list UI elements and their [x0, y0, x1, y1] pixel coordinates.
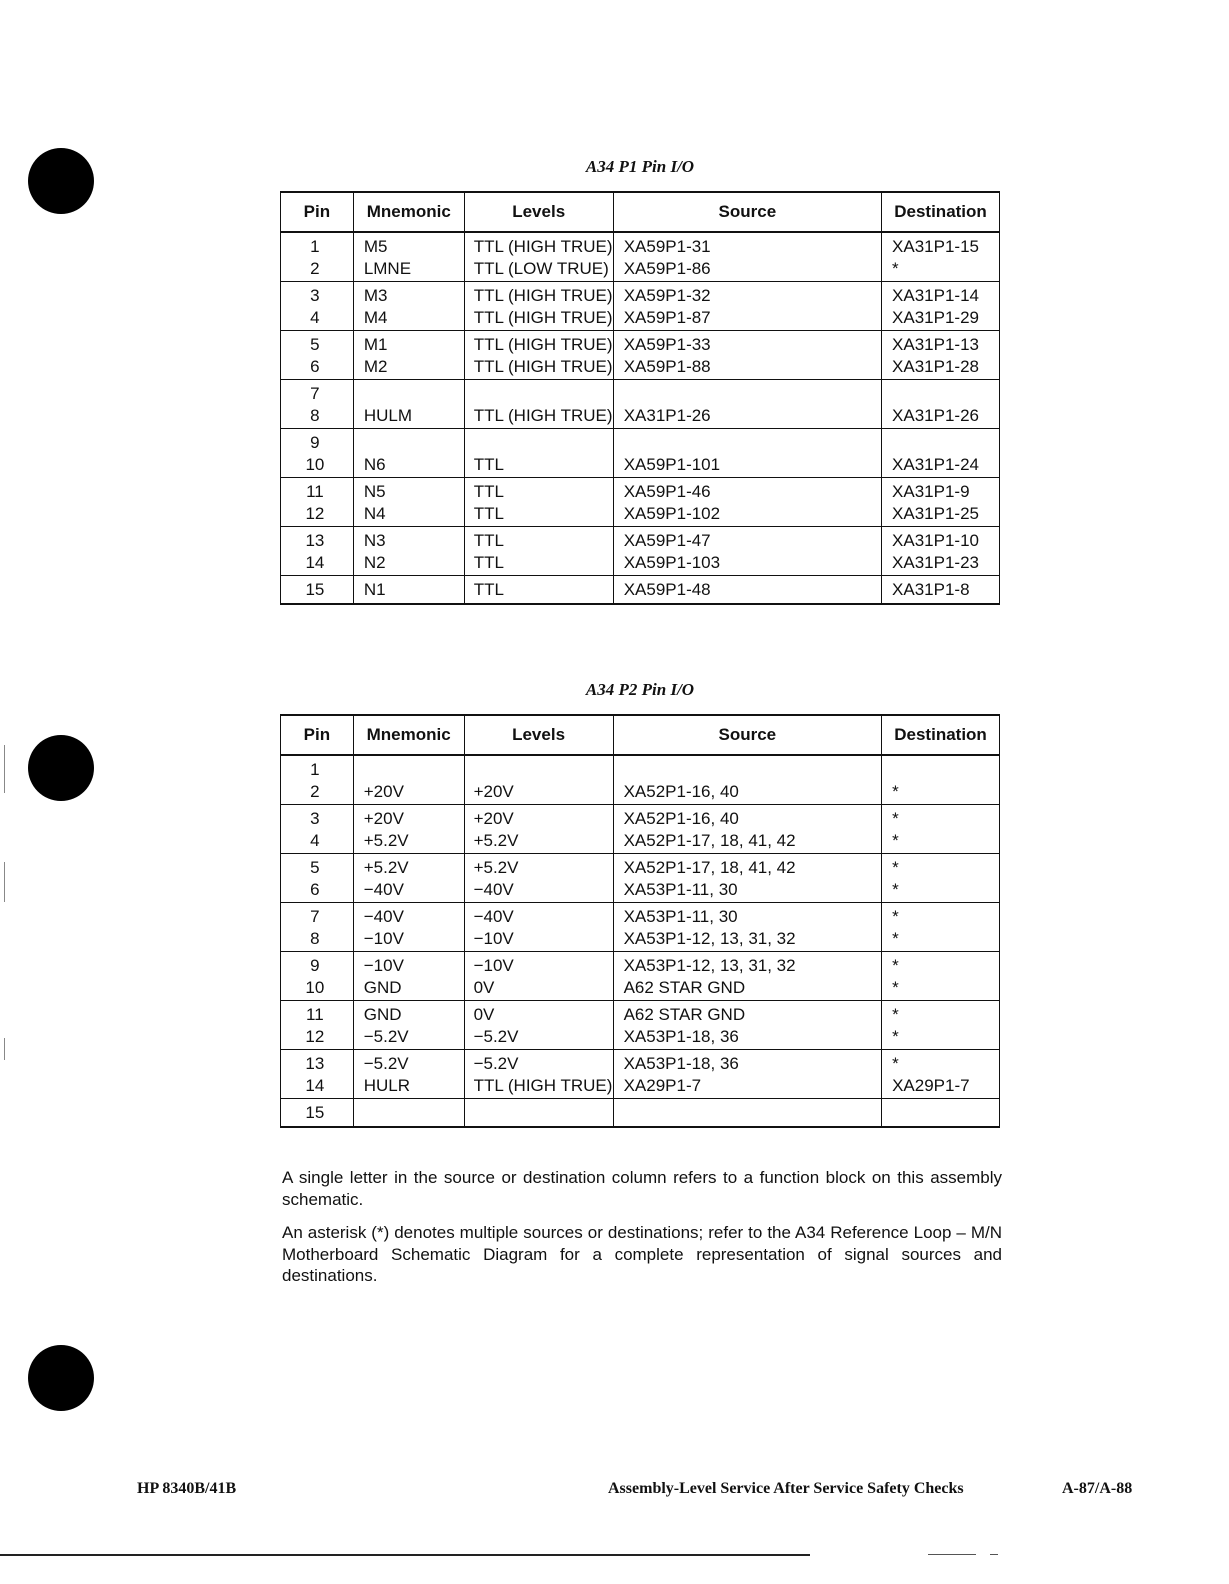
pin-cell	[281, 805, 354, 854]
destination-cell-line: XA31P1-15	[892, 237, 979, 256]
source-cell-line: XA59P1-103	[623, 552, 721, 572]
source-cell-line: XA59P1-87	[623, 307, 711, 327]
levels-cell	[464, 805, 613, 854]
destination-cell	[882, 1099, 1000, 1127]
source-cell-line	[614, 432, 881, 454]
mnemonic-cell	[353, 527, 464, 576]
pin-cell-line: 6	[310, 356, 320, 376]
footer-section-title: Assembly-Level Service After Service Safety Checks	[608, 1480, 964, 1497]
levels-cell-line: TTL (LOW TRUE)	[473, 258, 609, 278]
mnemonic-cell	[353, 1050, 464, 1099]
source-cell	[613, 527, 881, 576]
source-cell-line: XA59P1-47	[623, 531, 711, 550]
scan-edge-mark	[4, 745, 5, 793]
pin-io-table-p2	[280, 714, 1000, 1128]
levels-cell-line: TTL	[473, 531, 504, 550]
bottom-rule-fragment	[990, 1554, 998, 1555]
source-cell-line: XA29P1-7	[623, 1075, 702, 1095]
table-caption-p1: A34 P1 Pin I/O	[585, 157, 695, 176]
pin-cell-line: 4	[310, 307, 320, 327]
destination-cell	[882, 854, 1000, 903]
destination-cell-line: XA31P1-8	[892, 580, 970, 599]
note-asterisk: An asterisk (*) denotes multiple sources or destinations; refer to the A34 Reference Loop – M/N Motherboard Schematic Diagram for a complete representation of signal sources and destinations.	[282, 1223, 1002, 1285]
destination-cell-line: XA31P1-26	[892, 405, 979, 425]
mnemonic-cell-line: M3	[363, 286, 388, 305]
levels-cell-line: TTL (HIGH TRUE)	[473, 356, 613, 376]
levels-cell	[464, 527, 613, 576]
levels-cell-line: TTL (HIGH TRUE)	[473, 335, 613, 354]
mnemonic-cell-line: M4	[363, 307, 388, 327]
binder-hole-top	[28, 148, 94, 214]
pin-cell	[281, 854, 354, 903]
source-cell-line: XA53P1-18, 36	[623, 1054, 739, 1073]
source-cell	[613, 478, 881, 527]
destination-cell	[882, 1050, 1000, 1099]
mnemonic-cell-line: N3	[363, 531, 386, 550]
bottom-rule-fragment	[928, 1554, 976, 1555]
pin-cell	[281, 1050, 354, 1099]
source-cell	[613, 805, 882, 854]
levels-cell-line: TTL	[473, 454, 504, 474]
table-row	[281, 282, 1000, 331]
destination-cell-line	[882, 432, 999, 454]
mnemonic-cell-line: N5	[363, 482, 386, 501]
destination-cell-line: *	[892, 928, 899, 948]
pin-cell-line: 10	[305, 454, 325, 474]
col-header-mnemonic: Mnemonic	[353, 192, 464, 232]
pin-cell-line: 3	[310, 286, 320, 305]
levels-cell-line: TTL (HIGH TRUE)	[473, 237, 613, 256]
pin-cell-line: 13	[305, 531, 325, 550]
mnemonic-cell-line: +20V	[363, 809, 404, 828]
levels-cell-line: TTL (HIGH TRUE)	[473, 1075, 613, 1095]
destination-cell-line	[882, 759, 999, 781]
levels-cell	[464, 1099, 613, 1127]
source-cell-line	[614, 759, 882, 781]
destination-cell	[882, 1001, 1000, 1050]
pin-cell-line: 12	[305, 1026, 325, 1046]
destination-cell-line: XA31P1-14	[892, 286, 979, 305]
pin-cell	[281, 1001, 354, 1050]
source-cell	[613, 952, 882, 1001]
levels-cell-line: +5.2V	[473, 858, 519, 877]
pin-cell-line: 14	[305, 552, 325, 572]
levels-cell	[464, 1001, 613, 1050]
pin-cell	[281, 952, 354, 1001]
levels-cell-line: TTL (HIGH TRUE)	[473, 307, 613, 327]
mnemonic-cell-line: GND	[363, 977, 402, 997]
destination-cell-line: XA31P1-9	[892, 482, 970, 501]
destination-cell-line: XA31P1-28	[892, 356, 979, 376]
table-row	[281, 478, 1000, 527]
table-row	[281, 527, 1000, 576]
levels-cell-line: TTL	[473, 580, 504, 599]
mnemonic-cell	[353, 1099, 464, 1127]
col-header-pin: Pin	[281, 192, 354, 232]
mnemonic-cell	[353, 232, 464, 282]
levels-cell	[464, 1050, 613, 1099]
destination-cell-line: XA31P1-25	[892, 503, 979, 523]
pin-cell	[281, 903, 354, 952]
mnemonic-cell-line: +5.2V	[363, 830, 409, 850]
pin-cell-line: 1	[310, 237, 320, 256]
pin-cell-line: 10	[305, 977, 325, 997]
source-cell-line: XA52P1-17, 18, 41, 42	[623, 858, 796, 877]
mnemonic-cell-line: M1	[363, 335, 388, 354]
pin-cell	[281, 282, 354, 331]
source-cell	[613, 903, 882, 952]
mnemonic-cell-line: M2	[363, 356, 388, 376]
pin-cell	[281, 429, 354, 478]
pin-cell-line: 4	[310, 830, 320, 850]
source-cell	[613, 1099, 882, 1127]
mnemonic-cell	[353, 478, 464, 527]
source-cell-line: XA59P1-86	[623, 258, 711, 278]
destination-cell	[882, 282, 1000, 331]
destination-cell-line: XA31P1-10	[892, 531, 979, 550]
mnemonic-cell-line	[354, 383, 464, 405]
levels-cell-line	[465, 383, 613, 405]
pin-cell-line: 5	[310, 858, 320, 877]
col-header-source: Source	[613, 715, 882, 755]
destination-cell-line: XA31P1-24	[892, 454, 979, 474]
source-cell-line: XA59P1-33	[623, 335, 711, 354]
source-cell	[613, 380, 881, 429]
table-row	[281, 1050, 1000, 1099]
footer-page-number: A-87/A-88	[1062, 1480, 1133, 1497]
destination-cell-line: *	[892, 1054, 899, 1073]
levels-cell-line	[465, 1102, 613, 1124]
source-cell	[613, 331, 881, 380]
levels-cell-line: 0V	[473, 1005, 495, 1024]
source-cell-line: A62 STAR GND	[623, 1005, 746, 1024]
levels-cell-line: −40V	[473, 879, 514, 899]
mnemonic-cell	[353, 380, 464, 429]
source-cell	[613, 232, 881, 282]
mnemonic-cell	[353, 429, 464, 478]
source-cell-line	[614, 383, 881, 405]
table-row	[281, 1099, 1000, 1127]
destination-cell	[882, 576, 1000, 604]
mnemonic-cell	[353, 282, 464, 331]
destination-cell	[882, 331, 1000, 380]
binder-hole-bottom	[28, 1345, 94, 1411]
pin-cell-line: 1	[310, 760, 320, 779]
mnemonic-cell-line: +20V	[363, 781, 404, 801]
col-header-levels: Levels	[464, 192, 613, 232]
destination-cell	[882, 478, 1000, 527]
source-cell-line: XA59P1-101	[623, 454, 721, 474]
mnemonic-cell-line	[354, 1102, 464, 1124]
mnemonic-cell-line: −5.2V	[363, 1054, 409, 1073]
pin-cell-line: 11	[306, 1005, 324, 1024]
levels-cell	[464, 952, 613, 1001]
pin-cell-line: 9	[310, 433, 320, 452]
levels-cell-line	[465, 759, 613, 781]
source-cell-line: XA52P1-16, 40	[623, 809, 739, 828]
source-cell	[613, 576, 881, 604]
source-cell-line: XA53P1-12, 13, 31, 32	[623, 956, 796, 975]
mnemonic-cell	[353, 952, 464, 1001]
table-row	[281, 952, 1000, 1001]
pin-cell	[281, 331, 354, 380]
destination-cell-line: *	[892, 1005, 899, 1024]
source-cell-line: XA53P1-11, 30	[623, 907, 738, 926]
source-cell-line: XA59P1-46	[623, 482, 711, 501]
destination-cell-line: *	[892, 956, 899, 975]
mnemonic-cell-line: N4	[363, 503, 386, 523]
destination-cell	[882, 429, 1000, 478]
levels-cell	[464, 331, 613, 380]
scan-edge-mark	[4, 1038, 5, 1060]
levels-cell	[464, 903, 613, 952]
table-row	[281, 805, 1000, 854]
pin-cell-line: 7	[310, 907, 320, 926]
table-header-row	[281, 715, 1000, 755]
levels-cell	[464, 576, 613, 604]
pin-cell-line: 14	[305, 1075, 325, 1095]
mnemonic-cell-line: −5.2V	[363, 1026, 409, 1046]
mnemonic-cell	[353, 576, 464, 604]
table-row	[281, 1001, 1000, 1050]
pin-cell-line: 8	[310, 405, 320, 425]
source-cell-line: XA52P1-16, 40	[623, 781, 739, 801]
levels-cell-line: −40V	[473, 907, 514, 926]
source-cell-line: XA53P1-18, 36	[623, 1026, 739, 1046]
pin-cell-line: 7	[310, 384, 320, 403]
destination-cell	[882, 952, 1000, 1001]
levels-cell	[464, 478, 613, 527]
destination-cell	[882, 903, 1000, 952]
destination-cell-line: *	[892, 1026, 899, 1046]
mnemonic-cell-line: LMNE	[363, 258, 412, 278]
source-cell	[613, 429, 881, 478]
destination-cell	[882, 232, 1000, 282]
pin-cell-line: 13	[305, 1054, 325, 1073]
levels-cell-line: TTL	[473, 482, 504, 501]
source-cell-line: A62 STAR GND	[623, 977, 746, 997]
note-function-block: A single letter in the source or destination column refers to a function block on this assembly schematic.	[282, 1168, 1002, 1209]
destination-cell-line: XA29P1-7	[892, 1075, 970, 1095]
col-header-pin: Pin	[281, 715, 354, 755]
mnemonic-cell-line: HULR	[363, 1075, 411, 1095]
source-cell-line: XA52P1-17, 18, 41, 42	[623, 830, 796, 850]
source-cell-line: XA31P1-26	[623, 405, 711, 425]
destination-cell-line: *	[892, 781, 899, 801]
mnemonic-cell-line: −10V	[363, 956, 404, 975]
levels-cell-line: +20V	[473, 809, 514, 828]
destination-cell-line: *	[892, 907, 899, 926]
levels-cell-line: −10V	[473, 928, 514, 948]
destination-cell-line	[882, 1102, 999, 1124]
table-row	[281, 903, 1000, 952]
pin-cell	[281, 380, 354, 429]
scan-edge-mark	[4, 862, 5, 902]
destination-cell-line: XA31P1-13	[892, 335, 979, 354]
mnemonic-cell-line: +5.2V	[363, 858, 409, 877]
col-header-mnemonic: Mnemonic	[353, 715, 464, 755]
source-cell	[613, 755, 882, 805]
destination-cell-line: *	[892, 809, 899, 828]
levels-cell	[464, 755, 613, 805]
levels-cell	[464, 232, 613, 282]
pin-cell	[281, 755, 354, 805]
levels-cell-line: TTL	[473, 503, 504, 523]
table-row	[281, 854, 1000, 903]
levels-cell-line: −5.2V	[473, 1054, 519, 1073]
destination-cell-line: XA31P1-29	[892, 307, 979, 327]
mnemonic-cell-line: −40V	[363, 879, 404, 899]
levels-cell-line: TTL (HIGH TRUE)	[473, 405, 613, 425]
levels-cell-line: −10V	[473, 956, 514, 975]
mnemonic-cell-line: GND	[363, 1005, 402, 1024]
levels-cell-line: 0V	[473, 977, 495, 997]
source-cell	[613, 282, 881, 331]
source-cell	[613, 1050, 882, 1099]
source-cell	[613, 1001, 882, 1050]
source-cell	[613, 854, 882, 903]
source-cell-line: XA59P1-102	[623, 503, 721, 523]
source-cell-line: XA59P1-31	[623, 237, 711, 256]
levels-cell-line: −5.2V	[473, 1026, 519, 1046]
source-cell-line: XA53P1-11, 30	[623, 879, 738, 899]
source-cell-line: XA59P1-32	[623, 286, 711, 305]
pin-cell-line: 3	[310, 809, 320, 828]
pin-cell-line: 6	[310, 879, 320, 899]
col-header-levels: Levels	[464, 715, 613, 755]
source-cell-line	[614, 1102, 882, 1124]
levels-cell-line: +20V	[473, 781, 514, 801]
pin-cell	[281, 576, 354, 604]
destination-cell	[882, 805, 1000, 854]
levels-cell-line	[465, 432, 613, 454]
levels-cell-line: +5.2V	[473, 830, 519, 850]
table-caption-p2: A34 P2 Pin I/O	[585, 680, 695, 699]
table-row	[281, 576, 1000, 604]
pin-cell	[281, 478, 354, 527]
mnemonic-cell	[353, 755, 464, 805]
levels-cell	[464, 282, 613, 331]
destination-cell-line	[882, 383, 999, 405]
footer-model: HP 8340B/41B	[137, 1480, 237, 1497]
binder-hole-middle	[28, 735, 94, 801]
destination-cell	[882, 527, 1000, 576]
source-cell-line: XA59P1-88	[623, 356, 711, 376]
source-cell-line: XA53P1-12, 13, 31, 32	[623, 928, 796, 948]
pin-cell	[281, 527, 354, 576]
destination-cell	[882, 755, 1000, 805]
mnemonic-cell-line: HULM	[363, 405, 412, 425]
mnemonic-cell	[353, 854, 464, 903]
col-header-destination: Destination	[882, 192, 1000, 232]
mnemonic-cell-line: −40V	[363, 907, 404, 926]
destination-cell	[882, 380, 1000, 429]
destination-cell-line: *	[892, 879, 899, 899]
col-header-destination: Destination	[882, 715, 1000, 755]
pin-cell-line: 15	[305, 580, 325, 599]
pin-cell-line: 8	[310, 928, 320, 948]
pin-cell-line: 2	[310, 258, 320, 278]
levels-cell	[464, 380, 613, 429]
table-header-row	[281, 192, 1000, 232]
pin-cell-line: 5	[310, 335, 320, 354]
mnemonic-cell-line: N1	[363, 580, 386, 599]
pin-cell-line: 15	[305, 1103, 325, 1122]
mnemonic-cell	[353, 903, 464, 952]
table-row	[281, 380, 1000, 429]
table-row	[281, 232, 1000, 282]
mnemonic-cell-line: −10V	[363, 928, 404, 948]
destination-cell-line: *	[892, 858, 899, 877]
mnemonic-cell-line: M5	[363, 237, 388, 256]
levels-cell	[464, 429, 613, 478]
destination-cell-line: XA31P1-23	[892, 552, 979, 572]
mnemonic-cell-line	[354, 759, 464, 781]
mnemonic-cell-line: N6	[363, 454, 386, 474]
pin-cell-line: 12	[305, 503, 325, 523]
mnemonic-cell	[353, 331, 464, 380]
mnemonic-cell	[353, 1001, 464, 1050]
levels-cell-line: TTL	[473, 552, 504, 572]
destination-cell-line: *	[892, 258, 899, 278]
pin-cell-line: 11	[306, 482, 324, 501]
pin-cell-line: 2	[310, 781, 320, 801]
source-cell-line: XA59P1-48	[623, 580, 711, 599]
pin-io-table-p1	[280, 191, 1000, 605]
table-row	[281, 331, 1000, 380]
table-row	[281, 755, 1000, 805]
mnemonic-cell-line	[354, 432, 464, 454]
pin-cell-line: 9	[310, 956, 320, 975]
levels-cell-line: TTL (HIGH TRUE)	[473, 286, 613, 305]
pin-cell	[281, 1099, 354, 1127]
mnemonic-cell	[353, 805, 464, 854]
col-header-source: Source	[613, 192, 881, 232]
table-row	[281, 429, 1000, 478]
bottom-rule	[0, 1554, 810, 1556]
mnemonic-cell-line: N2	[363, 552, 386, 572]
destination-cell-line: *	[892, 830, 899, 850]
pin-cell	[281, 232, 354, 282]
levels-cell	[464, 854, 613, 903]
destination-cell-line: *	[892, 977, 899, 997]
